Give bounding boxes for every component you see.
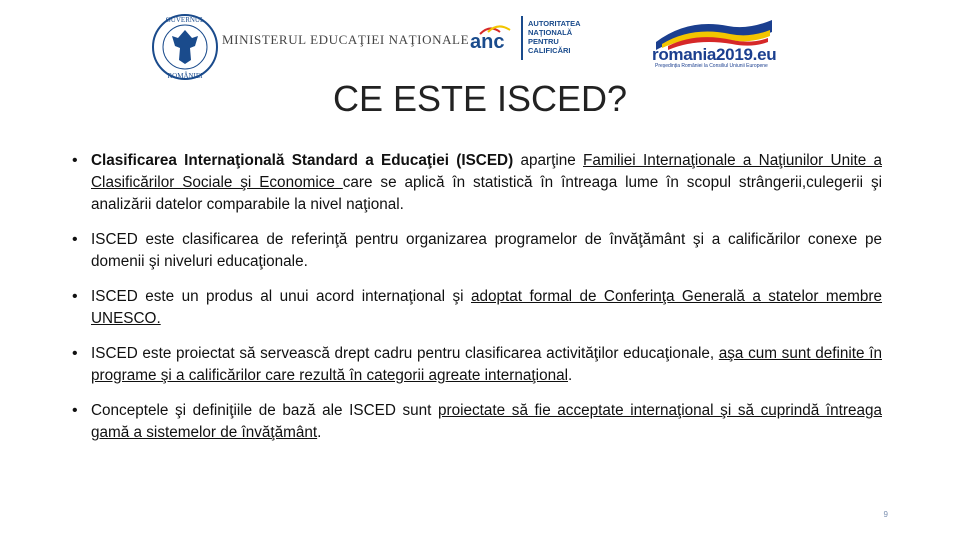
gov-seal-top-text: GUVERNUL — [165, 16, 205, 24]
romania-government-seal-icon — [150, 12, 220, 82]
page-number: 9 — [883, 510, 888, 519]
gov-seal-bottom-text: ROMÂNIEI — [167, 72, 203, 80]
anc-logo-text: anc — [470, 31, 505, 53]
bullet-1-part-3: Familiei Internaţionale a Naţiunilor Unite a Clasificărilor Sociale şi Economice — [91, 152, 882, 191]
bullet-1-part-1: Clasificarea Internaţională Standard a Educaţiei (ISCED) — [91, 152, 514, 169]
bullet-5-part-3: . — [317, 424, 322, 441]
ministry-name: MINISTERUL EDUCAŢIEI NAŢIONALE — [222, 32, 470, 47]
bullet-4-part-3: . — [568, 367, 573, 384]
eu-presidency-name: romania2019.eu — [652, 45, 777, 64]
bullet-item — [70, 150, 882, 216]
anc-divider — [521, 16, 523, 60]
bullet-list — [70, 150, 882, 457]
anc-logo-icon — [468, 18, 528, 64]
page-title: CE ESTE ISCED? — [332, 78, 628, 119]
bullet-5-part-1: Conceptele şi definiţiile de bază ale ISCED sunt — [91, 402, 439, 419]
bullet-item — [70, 343, 882, 387]
eu-presidency-subtitle: Președinția României la Consiliul Uniunii Europene — [655, 63, 768, 69]
anc-line: NAŢIONALĂ — [528, 28, 573, 37]
anc-line: AUTORITATEA — [528, 19, 581, 28]
bullet-item — [70, 400, 882, 444]
anc-line: PENTRU — [528, 37, 559, 46]
anc-line: CALIFICĂRI — [528, 46, 571, 55]
bullet-2-part-1: ISCED este clasificarea de referinţă pentru organizarea programelor de învăţământ şi a calificărilor conexe pe domenii şi niveluri educaţionale. — [91, 231, 882, 270]
bullet-5-part-2: proiectate să fie acceptate internaţional şi să cuprindă întreaga gamă a sistemelor de învăţământ — [91, 402, 882, 441]
bullet-1-part-2: aparţine — [513, 152, 583, 169]
anc-authority-name — [528, 19, 598, 55]
bullet-1-part-4: care se aplică în statistică în întreaga lume în scopul strângerii,culegerii şi analizării datelor comparabile la nivel naţional. — [91, 174, 882, 213]
bullet-item — [70, 286, 882, 330]
bullet-item — [70, 229, 882, 273]
bullet-4-part-2: aşa cum sunt definite în programe şi a calificărilor care rezultă în categorii agreate internaţional — [91, 345, 882, 384]
bullet-3-part-1: ISCED este un produs al unui acord internaţional şi — [91, 288, 471, 305]
bullet-4-part-1: ISCED este proiectat să servească drept cadru pentru clasificarea activităţilor educaţionale, — [91, 345, 719, 362]
header-logos — [0, 0, 960, 80]
bullet-3-part-2: adoptat formal de Conferinţa Generală a statelor membre UNESCO. — [91, 288, 882, 327]
